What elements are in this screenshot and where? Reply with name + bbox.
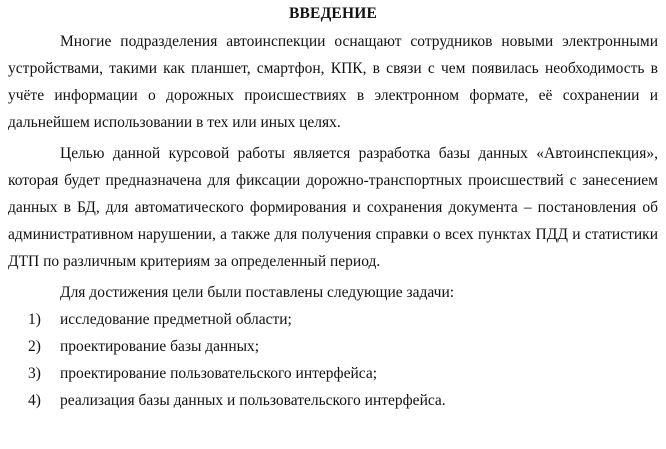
list-item bbox=[8, 387, 658, 414]
list-item bbox=[8, 333, 658, 360]
task-list bbox=[8, 306, 658, 414]
list-item-number: 4) bbox=[28, 392, 41, 409]
section-title: ВВЕДЕНИЕ bbox=[288, 5, 378, 22]
list-item-text: проектирование пользовательского интерфейса; bbox=[60, 365, 378, 382]
goal-paragraph: Целью данной курсовой работы является разработка базы данных «Автоинспекция», которая будет предназначена для фиксации дорожно-транспортных происшествий с занесением данных в БД, для автоматического формирования и сохранения документа – постановления об административном нарушении, а также для получения справки о всех пунктах ПДД и статистики ДТП по различным критериям за определенный период. bbox=[8, 145, 658, 270]
list-item-text: проектирование базы данных; bbox=[60, 338, 260, 355]
list-item-text: исследование предметной области; bbox=[60, 311, 292, 328]
list-item bbox=[8, 306, 658, 333]
list-item-text: реализация базы данных и пользовательского интерфейса. bbox=[60, 392, 446, 409]
list-item-number: 1) bbox=[28, 311, 41, 328]
list-item-number: 3) bbox=[28, 365, 41, 382]
tasks-intro-paragraph: Для достижения цели были поставлены следующие задачи: bbox=[60, 284, 455, 301]
intro-paragraph: Многие подразделения автоинспекции оснащают сотрудников новыми электронными устройствами, такими как планшет, смартфон, КПК, в связи с чем появилась необходимость в учёте информации о дорожных происшествиях в электронном формате, её сохранении и дальнейшем использовании в тех или иных целях. bbox=[8, 33, 658, 131]
list-item bbox=[8, 360, 658, 387]
list-item-number: 2) bbox=[28, 338, 41, 355]
